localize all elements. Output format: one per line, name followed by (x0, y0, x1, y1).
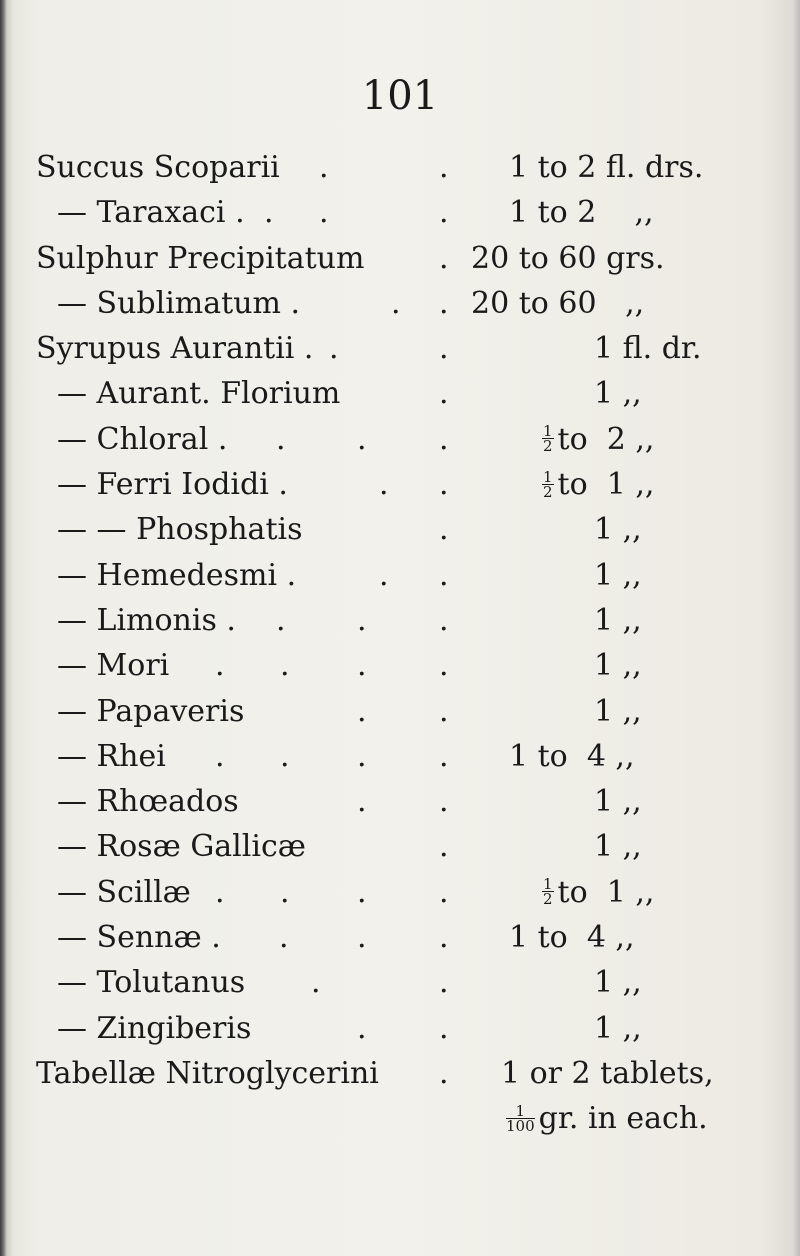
leader-dot: . (439, 150, 449, 185)
drug-name: — Chloral . (57, 421, 228, 457)
fraction-denominator: 2 (543, 437, 553, 456)
dose (542, 462, 654, 507)
leader-dot: . (439, 874, 449, 910)
entry-row (36, 462, 736, 507)
drug-name: — Papaveris (57, 693, 245, 729)
drug-name: Sulphur Precipitatum (36, 240, 365, 276)
entry-row (36, 190, 736, 235)
leader-dot: . (357, 1010, 367, 1046)
leader-dot: . (280, 874, 290, 910)
drug-name: — Aurant. Florium (57, 376, 341, 412)
drug-name: Succus Scoparii (36, 150, 280, 185)
leader-dot: . (439, 512, 449, 548)
dose (594, 643, 642, 688)
dose (594, 598, 642, 643)
entry-row (36, 417, 736, 462)
leader-dot: . (276, 602, 286, 638)
dose (594, 371, 642, 416)
dose (509, 145, 703, 190)
leader-dot: . (439, 331, 449, 367)
dose-text: 20 to 60 ,, (471, 285, 645, 321)
dose (542, 870, 654, 915)
drug-name: — Rhei (57, 738, 166, 774)
fraction-numerator: 1 (506, 1104, 535, 1119)
leader-dot: . (357, 602, 367, 638)
leader-dot: . (439, 784, 449, 820)
drug-name: — Sennæ . (57, 920, 221, 956)
page-number: 101 (361, 73, 439, 119)
leader-dot: . (215, 648, 225, 684)
dose (501, 1051, 714, 1096)
leader-dot: . (357, 920, 367, 956)
entry-row (36, 598, 736, 643)
fraction (542, 467, 554, 501)
dose-text: 1 ,, (594, 648, 642, 684)
dose-text: 1 ,, (594, 829, 642, 865)
leader-dot: . (439, 467, 449, 503)
drug-name: — Scillæ (57, 874, 191, 910)
drug-name: — Rhœados (57, 784, 239, 820)
fraction (542, 422, 554, 456)
entry-row (36, 507, 736, 552)
leader-dot: . (439, 1055, 449, 1091)
leader-dot: . (439, 648, 449, 684)
leader-dot: . (280, 738, 290, 774)
dose-text: 1 ,, (594, 784, 642, 820)
leader-dot: . (439, 1010, 449, 1046)
drug-name: — Taraxaci . (57, 195, 245, 231)
dose-text: 1 or 2 tablets, (501, 1055, 714, 1091)
dose-text: 1 ,, (594, 693, 642, 729)
entry-row (36, 643, 736, 688)
fraction-numerator: 1 (543, 422, 553, 441)
dose (471, 281, 644, 326)
drug-name: — — Phosphatis (57, 512, 303, 548)
leader-dot: . (439, 965, 449, 1001)
leader-dot: . (357, 738, 367, 774)
fraction-numerator: 1 (543, 467, 553, 486)
leader-dot: . (379, 467, 389, 503)
drug-name: — Ferri Iodidi . (57, 467, 288, 503)
fraction-numerator: 1 (543, 875, 553, 894)
dose (509, 915, 635, 960)
page-edge (792, 0, 800, 1256)
leader-dot: . (439, 602, 449, 638)
entry-row (36, 915, 736, 960)
dose-text: 20 to 60 grs. (471, 240, 665, 276)
fraction-denominator: 100 (506, 1116, 535, 1135)
leader-dot: . (280, 648, 290, 684)
leader-dot: . (439, 557, 449, 593)
leader-dot: . (357, 874, 367, 910)
dose-text: 1 ,, (594, 557, 642, 593)
drug-name: — Zingiberis (57, 1010, 252, 1046)
leader-dot: . (439, 920, 449, 956)
leader-dot: . (276, 421, 286, 457)
entry-row (36, 1051, 736, 1096)
leader-dot: . (319, 150, 329, 185)
drug-name: Tabellæ Nitroglycerini (36, 1055, 379, 1091)
leader-dot: . (439, 738, 449, 774)
dose (594, 689, 642, 734)
leader-dot: . (391, 285, 401, 321)
dose-text: 1 ,, (594, 965, 642, 1001)
dosage-table (36, 145, 736, 1142)
entry-row (36, 960, 736, 1005)
entry-row (36, 689, 736, 734)
dose-text: 1 ,, (594, 376, 642, 412)
leader-dot: . (329, 331, 339, 367)
dose-text: 1 to 2 fl. drs. (509, 150, 704, 185)
dose (594, 960, 642, 1005)
drug-name: — Sublimatum . (57, 285, 301, 321)
dose-text: 1 ,, (594, 602, 642, 638)
entry-row (36, 870, 736, 915)
leader-dot: . (439, 693, 449, 729)
entry-row (36, 1006, 736, 1051)
leader-dot: . (215, 874, 225, 910)
entry-row (36, 1096, 736, 1141)
dose (471, 236, 665, 281)
fraction-denominator: 2 (543, 890, 553, 909)
drug-name: — Mori (57, 648, 170, 684)
entry-row (36, 824, 736, 869)
dose-text: 1 ,, (594, 512, 642, 548)
drug-name: — Limonis . (57, 602, 236, 638)
leader-dot: . (439, 240, 449, 276)
leader-dot: . (264, 195, 274, 231)
dose (506, 1096, 708, 1141)
dose (594, 779, 642, 824)
leader-dot: . (439, 829, 449, 865)
dose-text: 1 ,, (594, 1010, 642, 1046)
entry-row (36, 326, 736, 371)
leader-dot: . (357, 648, 367, 684)
entry-row (36, 779, 736, 824)
dose-text: 1 to 4 ,, (509, 738, 635, 774)
leader-dot: . (279, 920, 289, 956)
drug-name: Syrupus Aurantii . (36, 331, 314, 367)
leader-dot: . (311, 965, 321, 1001)
leader-dot: . (357, 421, 367, 457)
entry-row (36, 281, 736, 326)
dose-text: 1 to 4 ,, (509, 920, 635, 956)
leader-dot: . (357, 784, 367, 820)
leader-dot: . (439, 421, 449, 457)
dose-text: to 1 ,, (557, 874, 655, 910)
fraction (542, 875, 554, 909)
leader-dot: . (439, 285, 449, 321)
entry-row (36, 236, 736, 281)
leader-dot: . (357, 693, 367, 729)
fraction-denominator: 2 (543, 482, 553, 501)
entry-row (36, 734, 736, 779)
entry-row (36, 371, 736, 416)
drug-name: — Hemedesmi . (57, 557, 297, 593)
dose-text: 1 fl. dr. (594, 331, 702, 367)
leader-dot: . (319, 195, 329, 231)
dose-text: gr. in each. (538, 1101, 708, 1137)
leader-dot: . (439, 376, 449, 412)
dose (594, 326, 702, 371)
dose (594, 553, 642, 598)
leader-dot: . (379, 557, 389, 593)
entry-row (36, 553, 736, 598)
dose-text: to 1 ,, (557, 467, 655, 503)
dose (594, 824, 642, 869)
leader-dot: . (439, 195, 449, 231)
dose (542, 417, 654, 462)
dose (509, 734, 635, 779)
dose (594, 1006, 642, 1051)
dose (509, 190, 654, 235)
drug-name: — Rosæ Gallicæ (57, 829, 306, 865)
entry-row (36, 145, 736, 190)
drug-name: — Tolutanus (57, 965, 246, 1001)
leader-dot: . (215, 738, 225, 774)
dose-text: 1 to 2 ,, (509, 195, 654, 231)
dose (594, 507, 642, 552)
fraction (506, 1101, 535, 1135)
dose-text: to 2 ,, (557, 421, 655, 457)
binding-edge (0, 0, 14, 1256)
